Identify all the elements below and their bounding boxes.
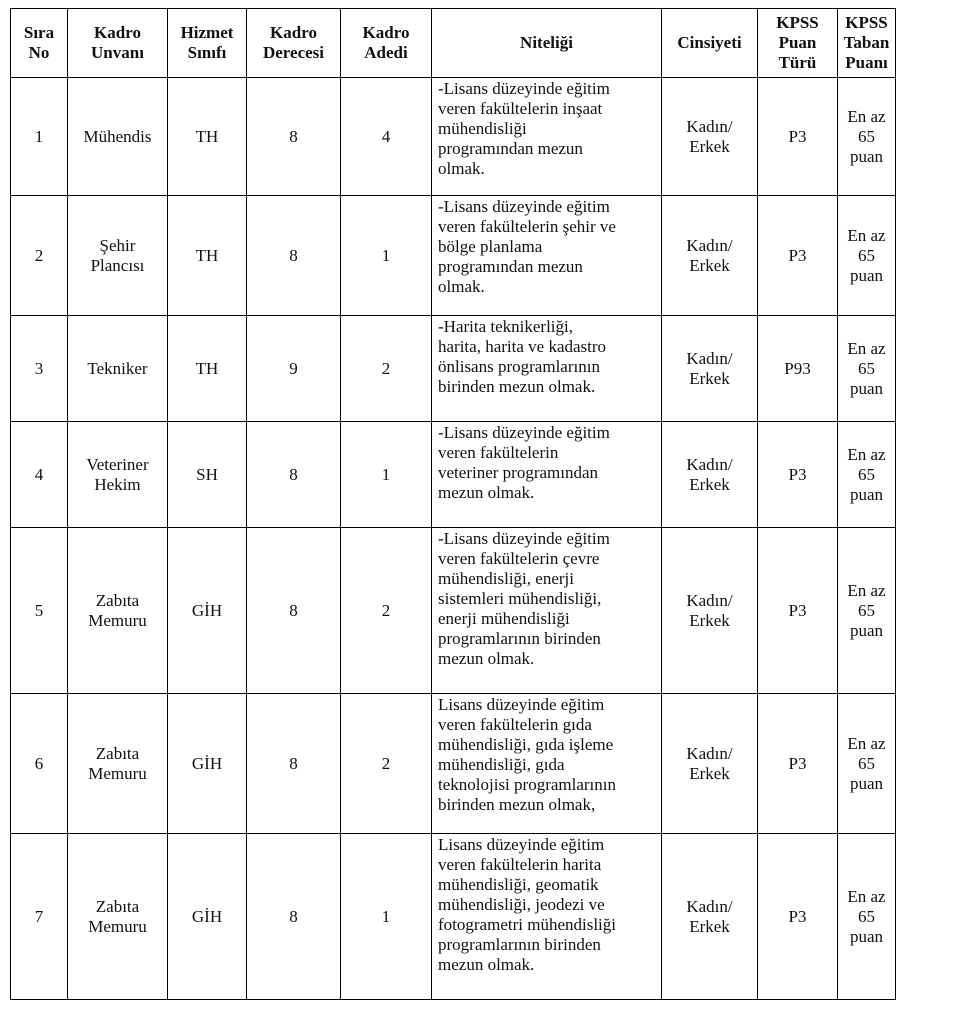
kadro-adedi-cell: 2 bbox=[341, 694, 432, 834]
kpss-taban-puani-cell bbox=[838, 694, 896, 834]
table-row bbox=[11, 528, 896, 694]
kpss-puan-turu-cell: P3 bbox=[758, 196, 838, 316]
cinsiyeti-line: Kadın/ bbox=[686, 590, 733, 610]
header-kadro-unvani-line-2: Unvanı bbox=[91, 43, 144, 62]
kpss-taban-puani-line: puan bbox=[849, 484, 884, 504]
header-row bbox=[11, 9, 896, 78]
header-kpss-puan-turu-line-1: KPSS bbox=[776, 13, 819, 32]
niteligi-line: programından mezun bbox=[438, 139, 583, 158]
kadro-derecesi-cell: 8 bbox=[247, 528, 341, 694]
header-niteligi-line-1: Niteliği bbox=[520, 33, 573, 52]
niteligi-line: veren fakültelerin şehir ve bbox=[438, 217, 616, 236]
niteligi-line: -Lisans düzeyinde eğitim bbox=[438, 529, 610, 548]
niteligi-line: -Lisans düzeyinde eğitim bbox=[438, 423, 610, 442]
kadro-derecesi-cell: 8 bbox=[247, 78, 341, 196]
header-sira-no-line-1: Sıra bbox=[23, 23, 55, 42]
niteligi-line: harita, harita ve kadastro bbox=[438, 337, 607, 356]
kpss-puan-turu-cell: P93 bbox=[758, 316, 838, 422]
table-row bbox=[11, 422, 896, 528]
hizmet-sinifi-cell: GİH bbox=[168, 694, 247, 834]
header-cinsiyeti-line-1: Cinsiyeti bbox=[677, 33, 742, 52]
niteligi-line: veren fakültelerin çevre bbox=[438, 549, 600, 568]
header-kpss-puan-turu-line-3: Türü bbox=[778, 53, 817, 72]
kpss-taban-puani-cell bbox=[838, 196, 896, 316]
niteligi-line: sistemleri mühendisliği, bbox=[438, 589, 602, 608]
cinsiyeti-line: Erkek bbox=[689, 474, 730, 494]
kpss-taban-puani-line: puan bbox=[849, 265, 884, 285]
sira-no-cell: 4 bbox=[11, 422, 68, 528]
cinsiyeti-line: Erkek bbox=[689, 610, 730, 630]
niteligi-line: mühendisliği, gıda işleme bbox=[438, 735, 614, 754]
cinsiyeti-line: Kadın/ bbox=[686, 454, 733, 474]
niteligi-line: programlarının birinden bbox=[438, 935, 601, 954]
header-kadro-adedi-line-1: Kadro bbox=[362, 23, 410, 42]
niteligi-line: veren fakültelerin harita bbox=[438, 855, 602, 874]
table-row bbox=[11, 316, 896, 422]
kpss-taban-puani-line: 65 bbox=[858, 245, 875, 265]
kpss-puan-turu-cell: P3 bbox=[758, 422, 838, 528]
niteligi-cell bbox=[432, 78, 662, 196]
cinsiyeti-line: Erkek bbox=[689, 763, 730, 783]
sira-no-cell: 7 bbox=[11, 834, 68, 1000]
niteligi-cell bbox=[432, 834, 662, 1000]
niteligi-line: -Lisans düzeyinde eğitim bbox=[438, 197, 610, 216]
header-kadro-derecesi-line-2: Derecesi bbox=[262, 43, 325, 62]
niteligi-line: mezun olmak. bbox=[438, 955, 535, 974]
kadro-unvani-cell bbox=[68, 422, 168, 528]
niteligi-line: -Harita teknikerliği, bbox=[438, 317, 574, 336]
kpss-taban-puani-line: puan bbox=[849, 926, 884, 946]
header-hizmet-sinifi bbox=[168, 9, 247, 78]
cinsiyeti-cell bbox=[662, 78, 758, 196]
kadro-unvani-line: Memuru bbox=[88, 610, 147, 630]
kadro-unvani-cell bbox=[68, 78, 168, 196]
header-sira-no bbox=[11, 9, 68, 78]
table-row bbox=[11, 834, 896, 1000]
hizmet-sinifi-cell: TH bbox=[168, 196, 247, 316]
niteligi-line: mühendisliği bbox=[438, 119, 527, 138]
kpss-taban-puani-line: 65 bbox=[858, 126, 875, 146]
niteligi-cell bbox=[432, 422, 662, 528]
cinsiyeti-cell bbox=[662, 316, 758, 422]
cinsiyeti-line: Erkek bbox=[689, 255, 730, 275]
kpss-taban-puani-cell bbox=[838, 834, 896, 1000]
kadro-adedi-cell: 4 bbox=[341, 78, 432, 196]
kadro-derecesi-cell: 8 bbox=[247, 422, 341, 528]
header-niteligi bbox=[432, 9, 662, 78]
niteligi-cell bbox=[432, 528, 662, 694]
hizmet-sinifi-cell: TH bbox=[168, 316, 247, 422]
niteligi-line: veteriner programından bbox=[438, 463, 599, 482]
niteligi-cell bbox=[432, 316, 662, 422]
kadro-table-container bbox=[10, 8, 896, 1000]
niteligi-line: teknolojisi programlarının bbox=[438, 775, 616, 794]
niteligi-line: mühendisliği, enerji bbox=[438, 569, 574, 588]
kpss-puan-turu-cell: P3 bbox=[758, 694, 838, 834]
cinsiyeti-line: Kadın/ bbox=[686, 348, 733, 368]
header-cinsiyeti bbox=[662, 9, 758, 78]
cinsiyeti-cell bbox=[662, 528, 758, 694]
niteligi-line: fotogrametri mühendisliği bbox=[438, 915, 616, 934]
kpss-puan-turu-cell: P3 bbox=[758, 834, 838, 1000]
kadro-unvani-line: Şehir bbox=[99, 235, 136, 255]
niteligi-line: veren fakültelerin inşaat bbox=[438, 99, 603, 118]
kadro-unvani-line: Zabıta bbox=[95, 743, 140, 763]
niteligi-line: olmak. bbox=[438, 277, 485, 296]
hizmet-sinifi-cell: GİH bbox=[168, 528, 247, 694]
cinsiyeti-cell bbox=[662, 196, 758, 316]
kadro-unvani-line: Memuru bbox=[88, 763, 147, 783]
header-hizmet-sinifi-line-1: Hizmet bbox=[180, 23, 234, 42]
kadro-unvani-line: Plancısı bbox=[90, 255, 145, 275]
kadro-adedi-cell: 2 bbox=[341, 528, 432, 694]
kadro-unvani-cell bbox=[68, 694, 168, 834]
kadro-adedi-cell: 1 bbox=[341, 196, 432, 316]
niteligi-line: programlarının birinden bbox=[438, 629, 601, 648]
sira-no-cell: 2 bbox=[11, 196, 68, 316]
kadro-unvani-cell bbox=[68, 528, 168, 694]
header-kadro-adedi bbox=[341, 9, 432, 78]
niteligi-line: mühendisliği, geomatik bbox=[438, 875, 599, 894]
table-row bbox=[11, 694, 896, 834]
cinsiyeti-cell bbox=[662, 694, 758, 834]
kpss-puan-turu-cell: P3 bbox=[758, 528, 838, 694]
niteligi-line: birinden mezun olmak, bbox=[438, 795, 596, 814]
niteligi-line: veren fakültelerin gıda bbox=[438, 715, 592, 734]
kpss-taban-puani-line: puan bbox=[849, 773, 884, 793]
kadro-unvani-line: Mühendis bbox=[83, 126, 152, 146]
header-kadro-unvani bbox=[68, 9, 168, 78]
kpss-taban-puani-line: 65 bbox=[858, 464, 875, 484]
niteligi-line: mühendisliği, jeodezi ve bbox=[438, 895, 605, 914]
niteligi-line: enerji mühendisliği bbox=[438, 609, 570, 628]
niteligi-cell bbox=[432, 694, 662, 834]
kpss-taban-puani-line: En az bbox=[847, 444, 886, 464]
kpss-taban-puani-cell bbox=[838, 422, 896, 528]
kpss-taban-puani-cell bbox=[838, 528, 896, 694]
header-kadro-unvani-line-1: Kadro bbox=[94, 23, 141, 42]
niteligi-line: birinden mezun olmak. bbox=[438, 377, 596, 396]
niteligi-line: olmak. bbox=[438, 159, 485, 178]
cinsiyeti-line: Erkek bbox=[689, 916, 730, 936]
kadro-derecesi-cell: 8 bbox=[247, 834, 341, 1000]
kadro-unvani-cell bbox=[68, 316, 168, 422]
niteligi-line: -Lisans düzeyinde eğitim bbox=[438, 79, 610, 98]
kpss-taban-puani-line: En az bbox=[847, 338, 886, 358]
niteligi-line: mühendisliği, gıda bbox=[438, 755, 565, 774]
kadro-adedi-cell: 2 bbox=[341, 316, 432, 422]
header-kpss-taban-puani-line-3: Puanı bbox=[845, 53, 888, 72]
kpss-taban-puani-line: puan bbox=[849, 620, 884, 640]
cinsiyeti-line: Kadın/ bbox=[686, 235, 733, 255]
kpss-taban-puani-line: En az bbox=[847, 886, 886, 906]
kadro-unvani-cell bbox=[68, 196, 168, 316]
niteligi-line: mezun olmak. bbox=[438, 483, 535, 502]
cinsiyeti-line: Kadın/ bbox=[686, 896, 733, 916]
niteligi-line: veren fakültelerin bbox=[438, 443, 559, 462]
kadro-adedi-cell: 1 bbox=[341, 834, 432, 1000]
kadro-adedi-cell: 1 bbox=[341, 422, 432, 528]
cinsiyeti-line: Kadın/ bbox=[686, 116, 733, 136]
kpss-taban-puani-line: En az bbox=[847, 733, 886, 753]
kadro-unvani-line: Hekim bbox=[94, 474, 141, 494]
cinsiyeti-cell bbox=[662, 834, 758, 1000]
cinsiyeti-line: Erkek bbox=[689, 368, 730, 388]
header-kpss-puan-turu-line-2: Puan bbox=[778, 33, 817, 52]
cinsiyeti-line: Kadın/ bbox=[686, 743, 733, 763]
kadro-derecesi-cell: 8 bbox=[247, 196, 341, 316]
header-kpss-taban-puani-line-2: Taban bbox=[843, 33, 890, 52]
kpss-taban-puani-line: En az bbox=[847, 225, 886, 245]
kadro-unvani-line: Zabıta bbox=[95, 590, 140, 610]
header-sira-no-line-2: No bbox=[28, 43, 50, 62]
niteligi-line: Lisans düzeyinde eğitim bbox=[438, 835, 605, 854]
kpss-puan-turu-cell: P3 bbox=[758, 78, 838, 196]
header-kadro-derecesi-line-1: Kadro bbox=[270, 23, 317, 42]
niteligi-cell bbox=[432, 196, 662, 316]
cinsiyeti-line: Erkek bbox=[689, 136, 730, 156]
kpss-taban-puani-line: puan bbox=[849, 146, 884, 166]
header-kadro-adedi-line-2: Adedi bbox=[364, 43, 408, 62]
kpss-taban-puani-cell bbox=[838, 78, 896, 196]
kadro-unvani-cell bbox=[68, 834, 168, 1000]
sira-no-cell: 3 bbox=[11, 316, 68, 422]
table-row bbox=[11, 196, 896, 316]
kpss-taban-puani-line: En az bbox=[847, 580, 886, 600]
kpss-taban-puani-line: 65 bbox=[858, 358, 875, 378]
niteligi-line: mezun olmak. bbox=[438, 649, 535, 668]
kadro-derecesi-cell: 9 bbox=[247, 316, 341, 422]
header-kpss-puan-turu bbox=[758, 9, 838, 78]
kpss-taban-puani-line: puan bbox=[849, 378, 884, 398]
niteligi-line: Lisans düzeyinde eğitim bbox=[438, 695, 605, 714]
header-kadro-derecesi bbox=[247, 9, 341, 78]
sira-no-cell: 5 bbox=[11, 528, 68, 694]
sira-no-cell: 6 bbox=[11, 694, 68, 834]
kpss-taban-puani-line: 65 bbox=[858, 600, 875, 620]
table-body bbox=[11, 78, 896, 1000]
cinsiyeti-cell bbox=[662, 422, 758, 528]
kadro-derecesi-cell: 8 bbox=[247, 694, 341, 834]
header-kpss-taban-puani bbox=[838, 9, 896, 78]
kpss-taban-puani-line: 65 bbox=[858, 906, 875, 926]
kadro-unvani-line: Veteriner bbox=[86, 454, 149, 474]
sira-no-cell: 1 bbox=[11, 78, 68, 196]
niteligi-line: programından mezun bbox=[438, 257, 583, 276]
hizmet-sinifi-cell: SH bbox=[168, 422, 247, 528]
kpss-taban-puani-cell bbox=[838, 316, 896, 422]
kadro-unvani-line: Zabıta bbox=[95, 896, 140, 916]
kadro-unvani-line: Memuru bbox=[88, 916, 147, 936]
niteligi-line: bölge planlama bbox=[438, 237, 543, 256]
header-hizmet-sinifi-line-2: Sınıfı bbox=[187, 43, 227, 62]
hizmet-sinifi-cell: TH bbox=[168, 78, 247, 196]
kpss-taban-puani-line: En az bbox=[847, 106, 886, 126]
hizmet-sinifi-cell: GİH bbox=[168, 834, 247, 1000]
kpss-taban-puani-line: 65 bbox=[858, 753, 875, 773]
kadro-table bbox=[10, 8, 896, 1000]
table-row bbox=[11, 78, 896, 196]
kadro-unvani-line: Tekniker bbox=[87, 358, 148, 378]
niteligi-line: önlisans programlarının bbox=[438, 357, 600, 376]
header-kpss-taban-puani-line-1: KPSS bbox=[845, 13, 888, 32]
